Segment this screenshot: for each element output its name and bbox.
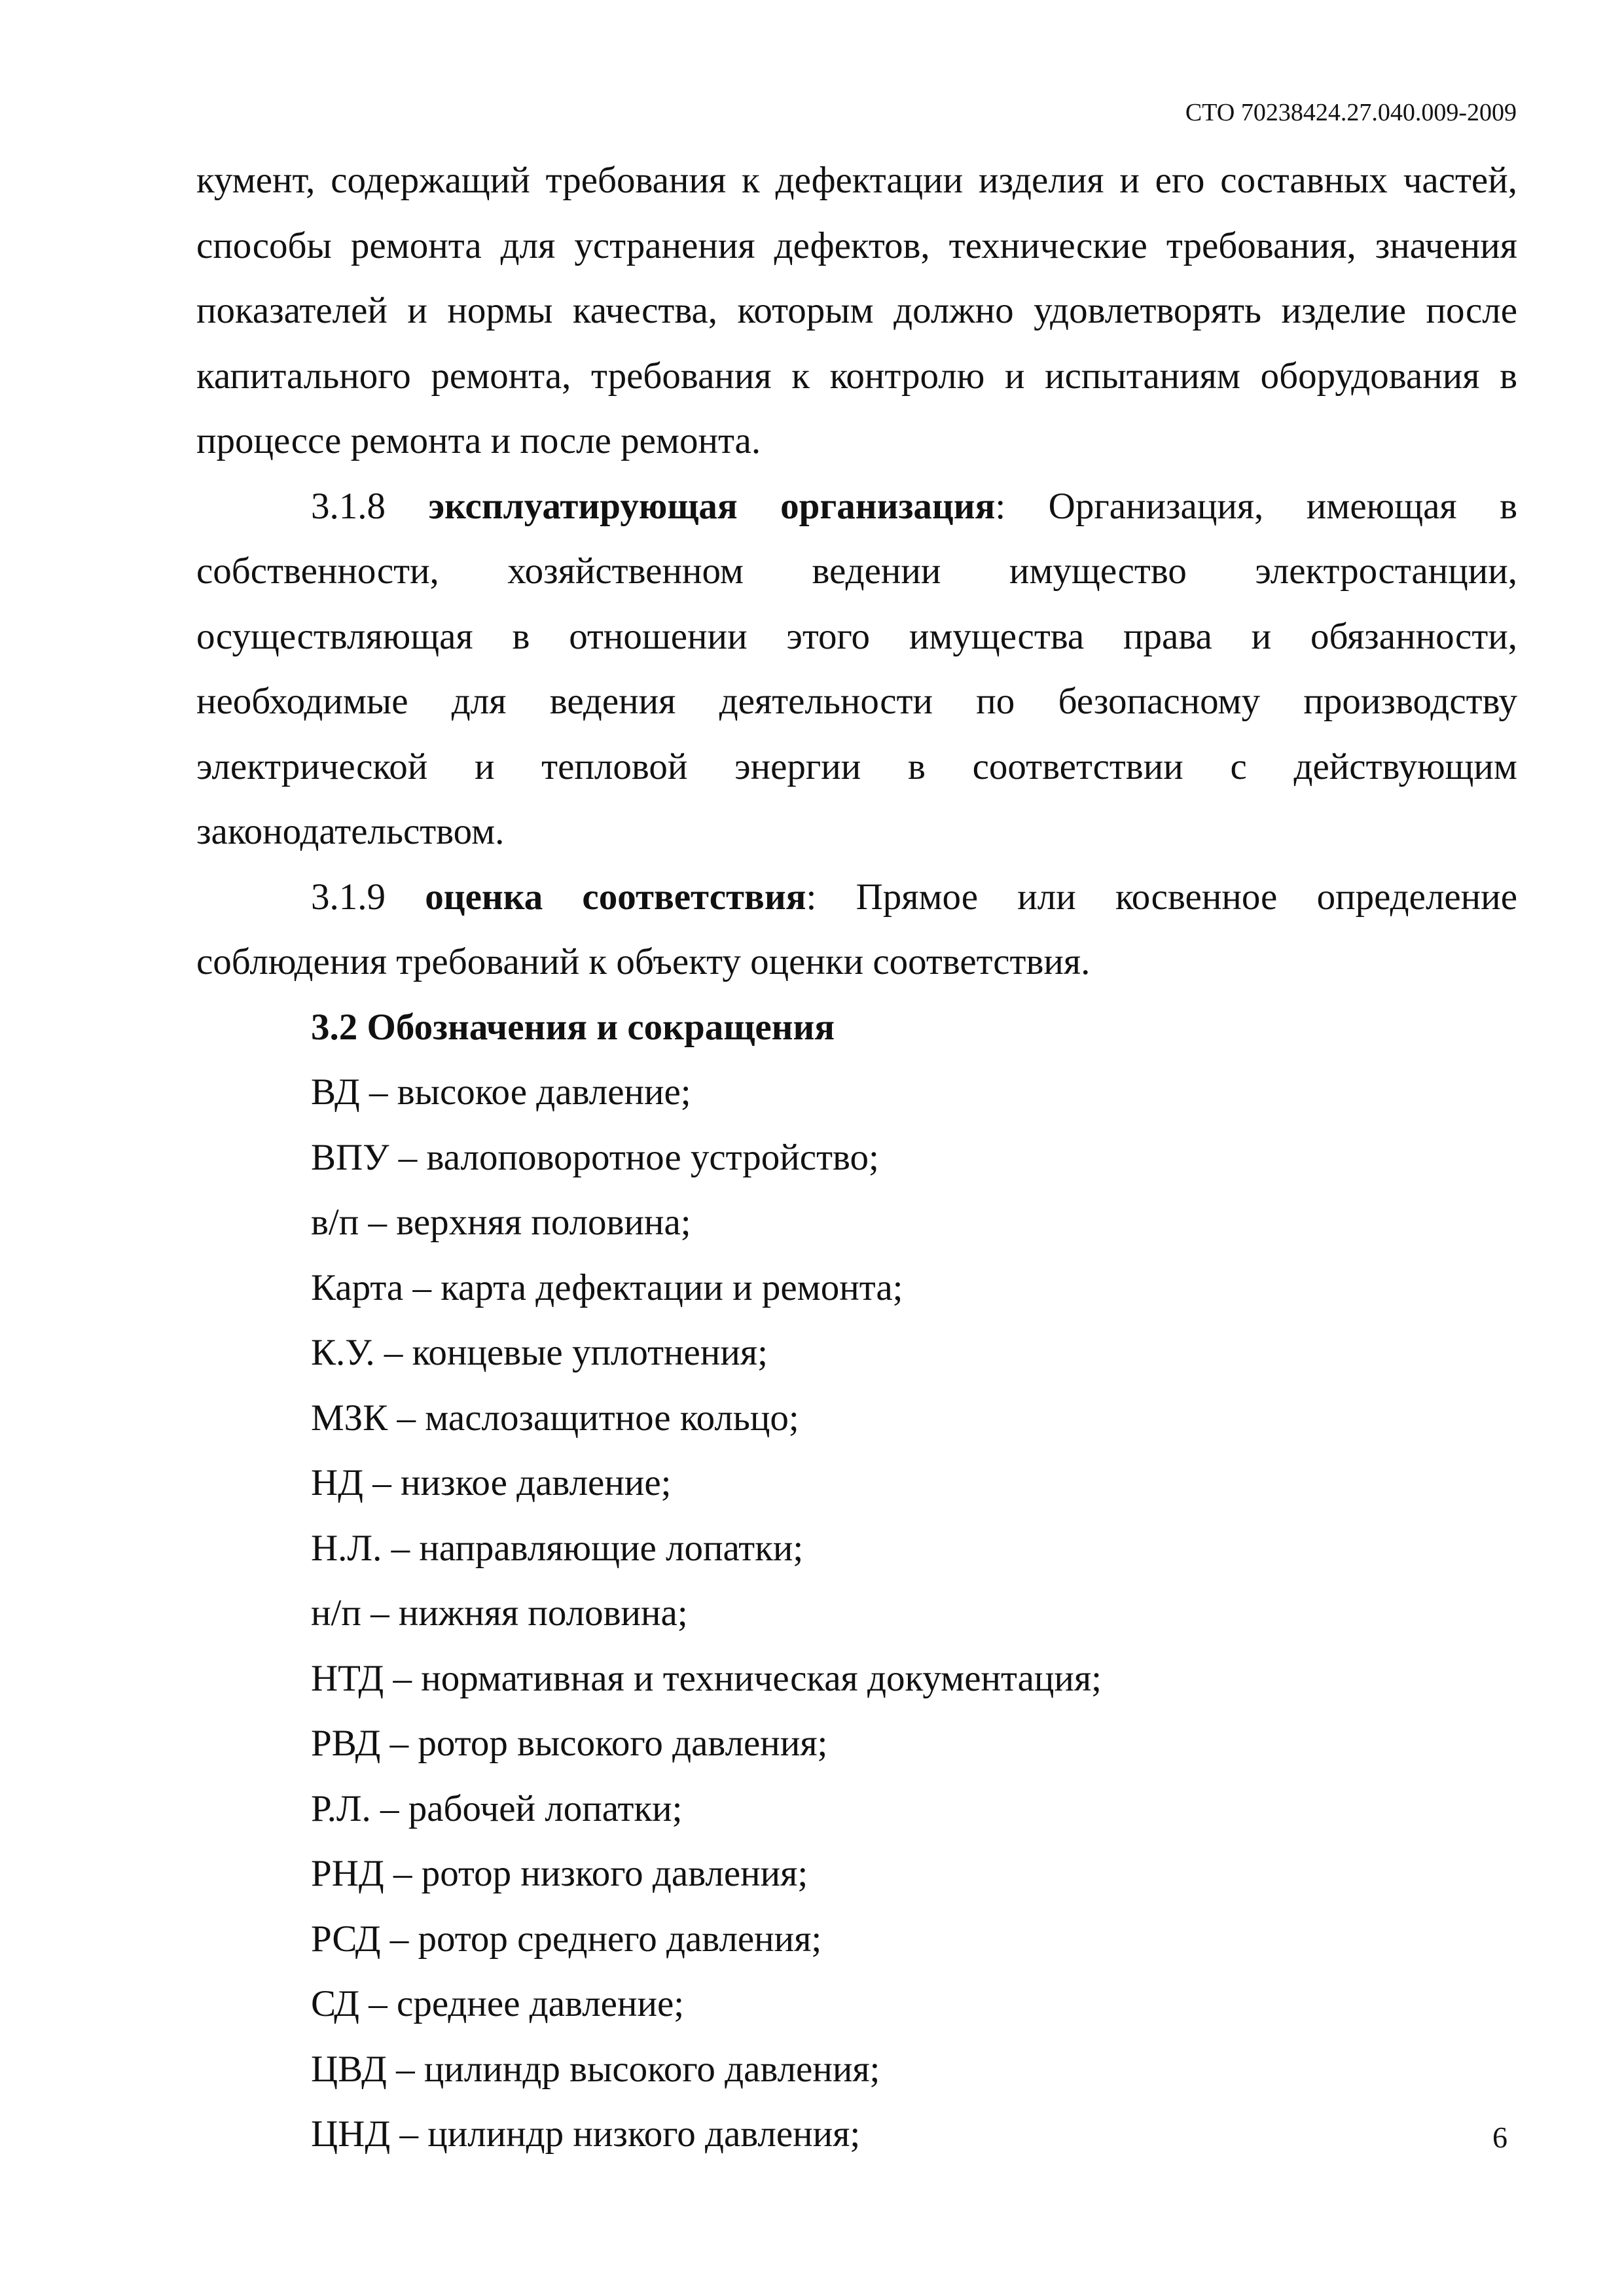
- page-body: [196, 148, 1517, 2167]
- list-item: ВПУ – валоповоротное устройство;: [311, 1136, 879, 1178]
- list-item: Н.Л. – направляющие лопатки;: [311, 1527, 804, 1569]
- list-item: К.У. – концевые уплотнения;: [311, 1332, 768, 1373]
- definition-3-1-8: [196, 474, 1517, 865]
- defined-term: оценка соответствия: [425, 876, 806, 918]
- list-item: Р.Л. – рабочей лопатки;: [311, 1787, 683, 1829]
- definition-text: : Прямое или косвенное определение соблюдения требований к объекту оценки соответствия.: [196, 876, 1517, 982]
- list-item: РВД – ротор высокого давления;: [311, 1723, 828, 1764]
- list-item: НД – низкое давление;: [311, 1462, 672, 1503]
- list-item: ЦНД – цилиндр низкого давления;: [311, 2113, 861, 2155]
- document-code: СТО 70238424.27.040.009-2009: [1185, 99, 1517, 126]
- abbreviations-list: [196, 1060, 1517, 2167]
- defined-term: эксплуатирующая организация: [428, 485, 996, 527]
- clause-number: 3.1.8: [311, 485, 386, 527]
- list-item: ЦВД – цилиндр высокого давления;: [311, 2048, 880, 2090]
- clause-number: 3.1.9: [311, 876, 386, 918]
- list-item: Карта – карта дефектации и ремонта;: [311, 1266, 903, 1308]
- definition-3-1-9: [196, 865, 1517, 995]
- list-item: РНД – ротор низкого давления;: [311, 1853, 808, 1894]
- list-item: РСД – ротор среднего давления;: [311, 1918, 822, 1960]
- list-item: МЗК – маслозащитное кольцо;: [311, 1397, 799, 1439]
- list-item: н/п – нижняя половина;: [311, 1592, 688, 1634]
- list-item: ВД – высокое давление;: [311, 1071, 691, 1113]
- section-heading: 3.2 Обозначения и сокращения: [311, 1006, 835, 1048]
- list-item: СД – среднее давление;: [311, 1983, 685, 2024]
- list-item: в/п – верхняя половина;: [311, 1202, 691, 1243]
- definition-text: : Организация, имеющая в собственности, хозяйственном ведении имущество электростанции, осуществляющая в отношении этого имущества права и обязанности, необходимые для ведения деятельности по безопасному производству электрической и тепловой энергии в соответствии с действующим законодательством.: [196, 485, 1517, 852]
- list-item: НТД – нормативная и техническая документация;: [311, 1657, 1102, 1699]
- page-number: 6: [1492, 2121, 1507, 2154]
- continuation-paragraph: кумент, содержащий требования к дефектации изделия и его составных частей, способы ремонта для устранения дефектов, технические требования, значения показателей и нормы качества, которым должно удовлетворять изделие после капитального ремонта, требования к контролю и испытаниям оборудования в процессе ремонта и после ремонта.: [196, 160, 1517, 461]
